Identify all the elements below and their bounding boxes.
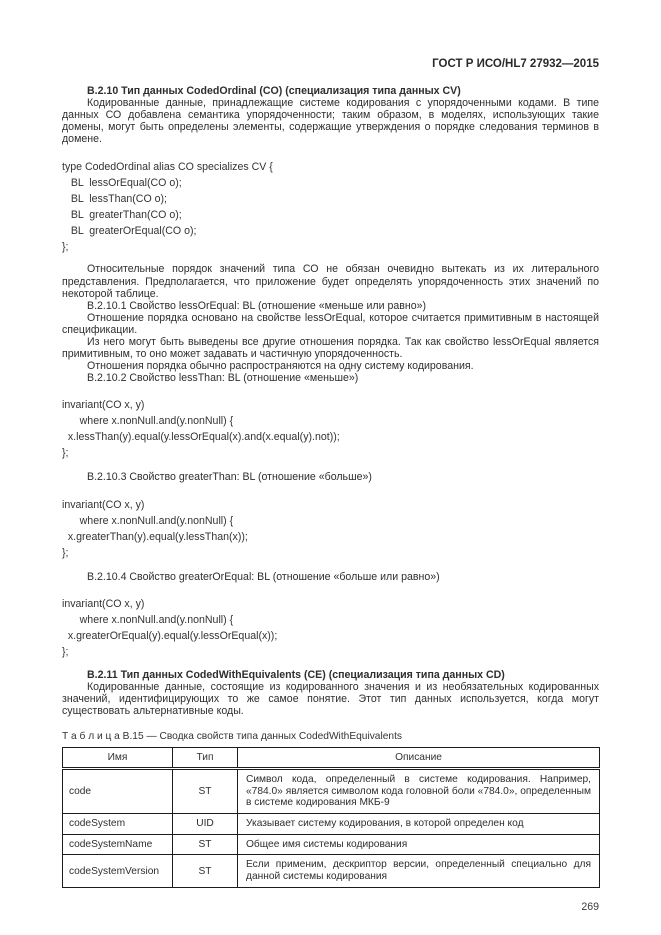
property-type: UID [173, 814, 238, 835]
paragraph-order: Относительные порядок значений типа СО не обязан очевидно вытекать из их литерального представления. Предполагается, что приложение будет определять упорядоченность этих значений по некоторой таблице. [62, 263, 599, 300]
b2101-paragraph: Из него могут быть выведены все другие отношения порядка. Так как свойство lessOrEqual является примитивным, то оно может задавать и частичную упорядоченность. [62, 336, 599, 361]
property-description: Указывает систему кодирования, в которой определен код [238, 814, 600, 835]
b2101-paragraph: Отношения порядка обычно распространяются на одну систему кодирования. [87, 360, 474, 373]
table-row [63, 855, 600, 887]
column-header-name: Имя [63, 747, 173, 768]
code-line: BL lessOrEqual(CO o); [62, 177, 182, 190]
column-header-description: Описание [238, 747, 600, 768]
property-name: code [63, 768, 173, 813]
code-line: where x.nonNull.and(y.nonNull) { [62, 415, 234, 428]
code-line: }; [62, 645, 69, 658]
b2101-paragraph: Отношение порядка основано на свойстве lessOrEqual, которое считается примитивным в настоящей спецификации. [62, 311, 599, 336]
running-header: ГОСТ Р ИСО/HL7 27932—2015 [432, 58, 599, 70]
code-line: where x.nonNull.and(y.nonNull) { [62, 613, 234, 626]
section-b2102-title: В.2.10.2 Свойство lessThan: BL (отношение «меньше») [87, 372, 359, 385]
code-line: BL lessThan(CO o); [62, 193, 167, 206]
section-b211-intro: Кодированные данные, состоящие из кодированного значения и из необязательных кодированных значений, идентифицирующих то же самое понятие. Этот тип данных используется, когда могут существовать альтернативные коды. [62, 680, 599, 717]
code-line: }; [62, 447, 69, 460]
property-description: Если применим, дескриптор версии, определенный специально для данной системы кодирования [238, 855, 600, 887]
property-name: codeSystem [63, 814, 173, 835]
section-b211-title: В.2.11 Тип данных CodedWithEquivalents (CE) (специализация типа данных CD) [87, 668, 505, 681]
code-line: x.lessThan(y).equal(y.lessOrEqual(x).and(x.equal(y).not)); [62, 431, 340, 444]
code-block-lessthan-invariant [62, 397, 599, 461]
code-block-greaterthan-invariant [62, 497, 599, 561]
code-block-greaterorequal-invariant [62, 596, 599, 660]
column-header-type: Тип [173, 747, 238, 768]
code-line: type CodedOrdinal alias CO specializes CV { [62, 161, 273, 174]
table-row [63, 814, 600, 835]
section-b210-intro: Кодированные данные, принадлежащие системе кодирования с упорядоченными кодами. В типе данных СО добавлена семантика упорядоченности; таким образом, в моделях, использующих такие домены, могут быть определены элементы, содержащие утверждения о порядке следования терминов в домене. [62, 97, 599, 146]
table-header-row [63, 747, 600, 768]
code-line: invariant(CO x, y) [62, 597, 145, 610]
section-b2101-title: В.2.10.1 Свойство lessOrEqual: BL (отношение «меньше или равно») [87, 299, 427, 312]
property-type: ST [173, 855, 238, 887]
code-line: BL greaterOrEqual(CO o); [62, 225, 197, 238]
code-block-type-def [62, 159, 599, 255]
code-line: x.greaterOrEqual(y).equal(y.lessOrEqual(x)); [62, 629, 278, 642]
property-type: ST [173, 834, 238, 855]
code-line: BL greaterThan(CO o); [62, 209, 182, 222]
property-name: codeSystemVersion [63, 855, 173, 887]
table-row [63, 834, 600, 855]
table-row [63, 768, 600, 813]
property-type: ST [173, 768, 238, 813]
page-number: 269 [581, 900, 599, 913]
code-line: invariant(CO x, y) [62, 498, 145, 511]
code-line: invariant(CO x, y) [62, 399, 145, 412]
code-line: }; [62, 546, 69, 559]
code-line: where x.nonNull.and(y.nonNull) { [62, 514, 234, 527]
property-name: codeSystemName [63, 834, 173, 855]
section-b2103-title: В.2.10.3 Свойство greaterThan: BL (отношение «больше») [87, 471, 372, 484]
code-line: x.greaterThan(y).equal(y.lessThan(x)); [62, 530, 248, 543]
table-b15-caption: Т а б л и ц а В.15 — Сводка свойств типа данных CodedWithEquivalents [62, 730, 402, 742]
section-b2104-title: В.2.10.4 Свойство greaterOrEqual: BL (отношение «больше или равно») [87, 570, 440, 583]
property-description: Символ кода, определенный в системе кодирования. Например, «784.0» является символом кода головной боли «784.0», определенным в системе кодирования МКБ-9 [238, 768, 600, 813]
section-b210-title: В.2.10 Тип данных CodedOrdinal (CO) (специализация типа данных CV) [87, 85, 461, 97]
code-line: }; [62, 241, 69, 254]
table-b15 [62, 747, 600, 888]
property-description: Общее имя системы кодирования [238, 834, 600, 855]
